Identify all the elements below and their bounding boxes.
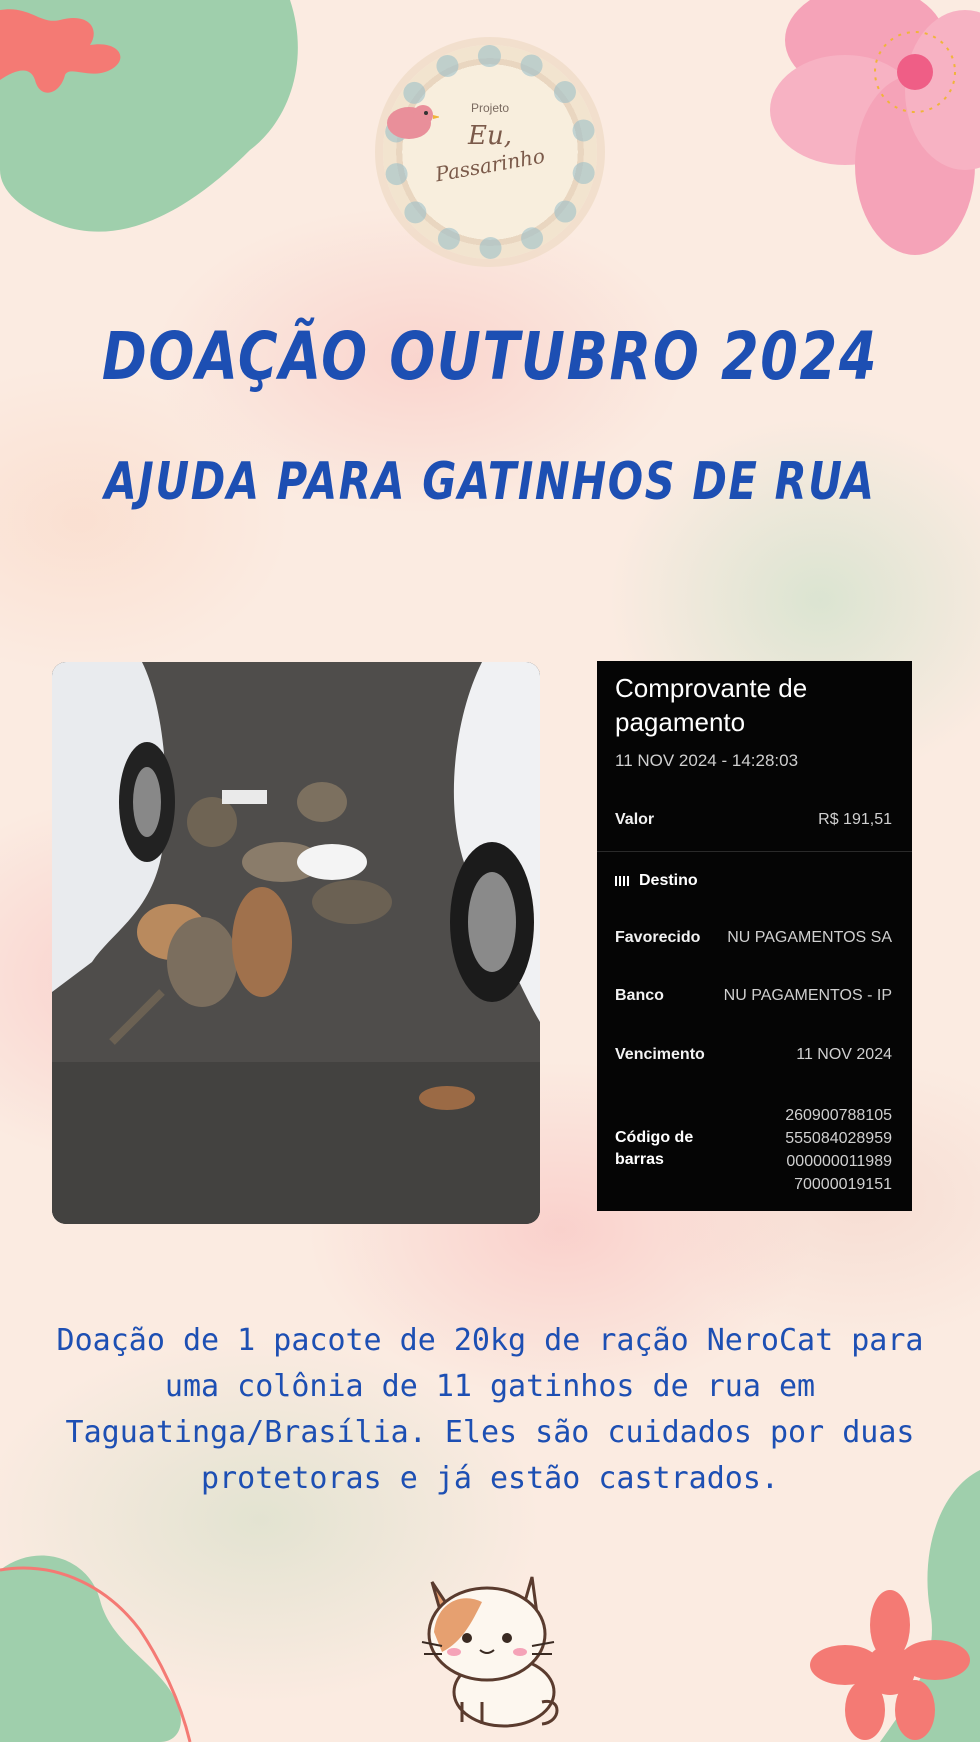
codigo-line: 000000011989: [786, 1153, 892, 1170]
flower-top-right: [735, 0, 980, 270]
favorecido-label: Favorecido: [615, 929, 701, 946]
page-title: DOAÇÃO OUTUBRO 2024: [101, 318, 879, 395]
cats-photo-drawing: [52, 662, 540, 1224]
banco-label: Banco: [615, 987, 664, 1004]
logo-main-text-2: Passarinho: [433, 143, 547, 187]
receipt-row-banco: [615, 987, 892, 1005]
receipt-destino: [615, 872, 698, 890]
logo-main-text: Eu,: [468, 121, 512, 151]
valor-value: R$ 191,51: [818, 811, 892, 828]
receipt-divider: [597, 851, 912, 852]
favorecido-value: NU PAGAMENTOS SA: [727, 929, 892, 946]
page-subtitle: AJUDA PARA GATINHOS DE RUA: [104, 452, 876, 512]
codigo-line: 260900788105: [785, 1107, 892, 1124]
codigo-line: 555084028959: [785, 1130, 892, 1147]
vencimento-label: Vencimento: [615, 1046, 705, 1063]
barcode-icon: [615, 876, 629, 886]
receipt-row-vencimento: [615, 1046, 892, 1064]
valor-label: Valor: [615, 811, 655, 828]
project-logo: [383, 45, 597, 259]
codigo-line: 70000019151: [794, 1176, 892, 1193]
codigo-label: Código de barras: [615, 1129, 694, 1168]
cats-photo: [52, 662, 540, 1224]
receipt-title: Comprovante de pagamento: [615, 673, 808, 737]
receipt-row-favorecido: [615, 929, 892, 947]
donation-description: Doação de 1 pacote de 20kg de ração NeroCat para uma colônia de 11 gatinhos de rua em Taguatinga/Brasília. Eles são cuidados por duas protetoras e já estão castrados.: [56, 1323, 924, 1496]
receipt-row-valor: [615, 811, 892, 829]
receipt-date: 11 NOV 2024 - 14:28:03: [615, 751, 799, 770]
bird-icon: [379, 95, 439, 145]
cat-icon: [412, 1562, 568, 1730]
flower-bottom-right: [790, 1470, 980, 1742]
destino-label: Destino: [639, 872, 698, 889]
vencimento-value: 11 NOV 2024: [796, 1046, 892, 1063]
banco-value: NU PAGAMENTOS - IP: [723, 987, 892, 1004]
payment-receipt: [597, 661, 912, 1211]
codigo-value: [785, 1104, 892, 1196]
mint-blob-top-left: [0, 0, 310, 240]
logo-small-text: Projeto: [470, 101, 510, 115]
mint-blob-bottom-left: [0, 1540, 250, 1742]
